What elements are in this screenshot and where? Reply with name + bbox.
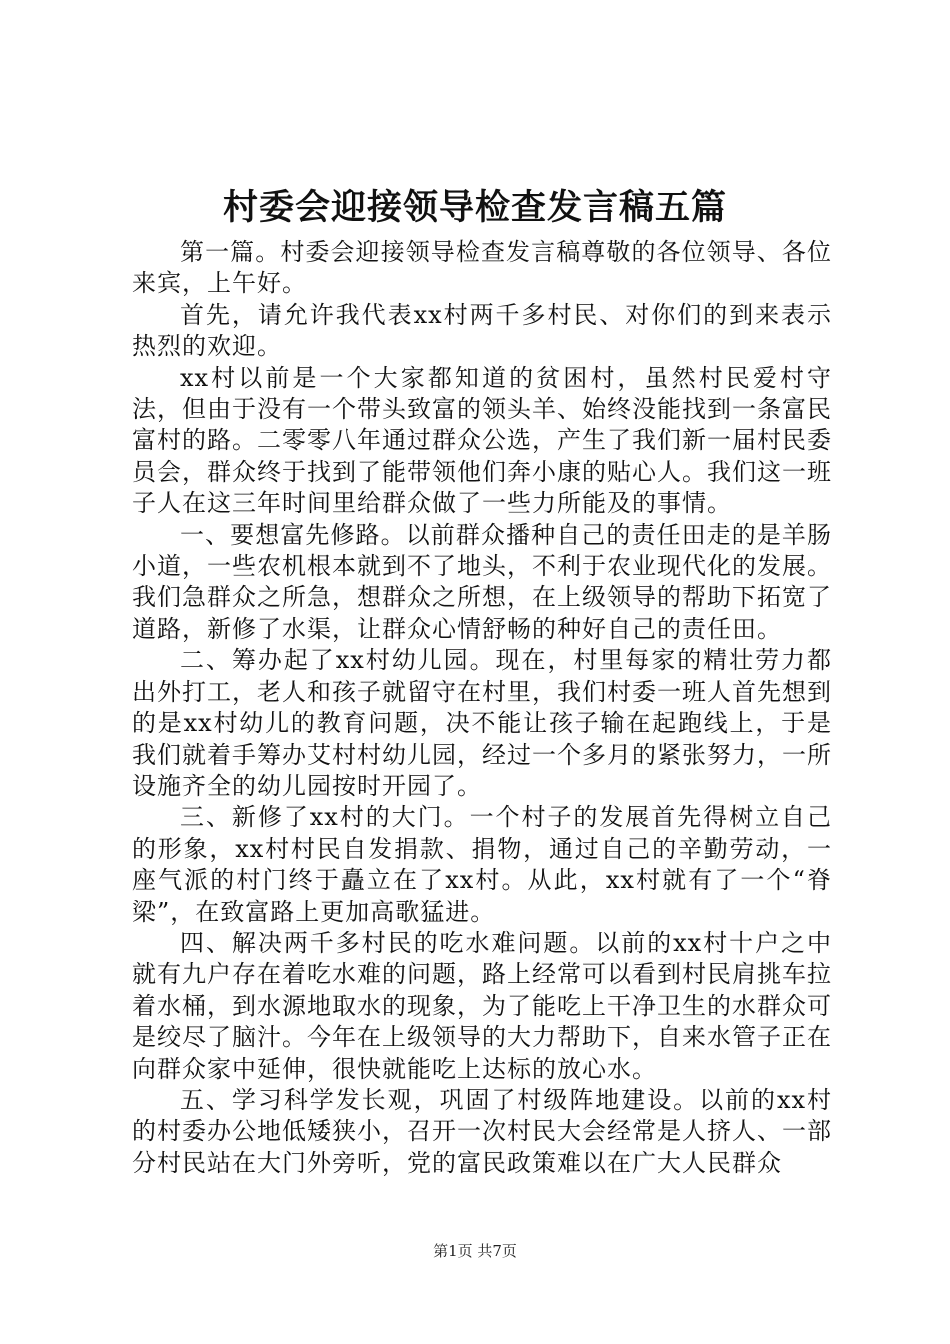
paragraph-3: xx村以前是一个大家都知道的贫困村，虽然村民爱村守法，但由于没有一个带头致富的领头羊、始终没能找到一条富民富村的路。二零零八年通过群众公选，产生了我们新一届村民委员会，群众终于找到了能带领他们奔小康的贴心人。我们这一班子人在这三年时间里给群众做了一些力所能及的事情。 [132, 363, 832, 518]
paragraph-5: 二、筹办起了xx村幼儿园。现在，村里每家的精壮劳力都出外打工，老人和孩子就留守在村里，我们村委一班人首先想到的是xx村幼儿的教育问题，决不能让孩子输在起跑线上，于是我们就着手筹办艾村村幼儿园，经过一个多月的紧张努力，一所设施齐全的幼儿园按时开园了。 [132, 646, 832, 800]
paragraph-2: 首先，请允许我代表xx村两千多村民、对你们的到来表示热烈的欢迎。 [132, 300, 832, 361]
page-number-footer: 第1页 共7页 [433, 1242, 517, 1260]
paragraph-1: 第一篇。村委会迎接领导检查发言稿尊敬的各位领导、各位来宾，上午好。 [132, 238, 832, 298]
paragraph-8: 五、学习科学发长观，巩固了村级阵地建设。以前的xx村的村委办公地低矮狭小，召开一次村民大会经常是人挤人、一部分村民站在大门外旁听，党的富民政策难以在广大人民群众 [132, 1085, 832, 1177]
document-body [132, 237, 832, 1179]
document-title: 村委会迎接领导检查发言稿五篇 [222, 187, 727, 228]
paragraph-7: 四、解决两千多村民的吃水难问题。以前的xx村十户之中就有九户存在着吃水难的问题，路上经常可以看到村民肩挑车拉着水桶，到水源地取水的现象，为了能吃上干净卫生的水群众可是绞尽了脑汁。今年在上级领导的大力帮助下，自来水管子正在向群众家中延伸，很快就能吃上达标的放心水。 [132, 928, 832, 1083]
paragraph-6: 三、新修了xx村的大门。一个村子的发展首先得树立自己的形象，xx村村民自发捐款、捐物，通过自己的辛勤劳动，一座气派的村门终于矗立在了xx村。从此，xx村就有了一个“脊梁”，在致富路上更加高歌猛进。 [132, 803, 832, 926]
paragraph-4: 一、要想富先修路。以前群众播种自己的责任田走的是羊肠小道，一些农机根本就到不了地头，不利于农业现代化的发展。我们急群众之所急，想群众之所想，在上级领导的帮助下拓宽了道路，新修了水渠，让群众心情舒畅的种好自己的责任田。 [132, 520, 832, 643]
